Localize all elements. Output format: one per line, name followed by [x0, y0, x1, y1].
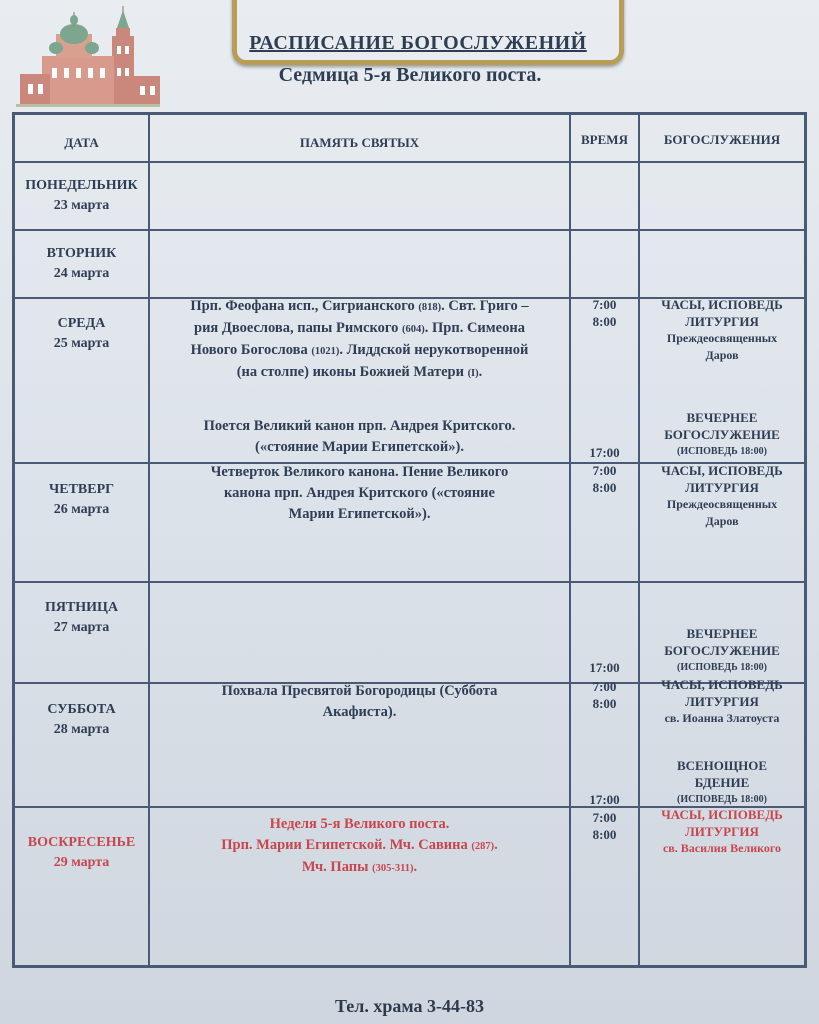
- day-wednesday: СРЕДА 25 марта: [53, 316, 110, 351]
- time-saturday: 7:00 8:00: [592, 679, 617, 711]
- time-wednesday: 7:00 8:00: [592, 297, 617, 329]
- time-saturday-evening: 17:00: [589, 792, 620, 807]
- day-saturday: СУББОТА 28 марта: [47, 702, 116, 737]
- services-saturday: ЧАСЫ, ИСПОВЕДЬ ЛИТУРГИЯ св. Иоанна Златоуста: [661, 677, 783, 725]
- services-sunday: ЧАСЫ, ИСПОВЕДЬ ЛИТУРГИЯ св. Василия Великого: [661, 807, 783, 855]
- day-tuesday: ВТОРНИК 24 марта: [46, 246, 117, 281]
- column-header-time: ВРЕМЯ: [581, 132, 628, 147]
- column-header-date: ДАТА: [64, 135, 99, 150]
- footer-phone: Тел. храма 3-44-83: [334, 996, 485, 1016]
- day-monday: ПОНЕДЕЛЬНИК 23 марта: [25, 178, 138, 213]
- services-saturday-evening: ВСЕНОЩНОЕ БДЕНИЕ (ИСПОВЕДЬ 18:00): [676, 758, 768, 805]
- services-wednesday-evening: ВЕЧЕРНЕЕ БОГОСЛУЖЕНИЕ (ИСПОВЕДЬ 18:00): [664, 410, 780, 457]
- column-header-memory: ПАМЯТЬ СВЯТЫХ: [299, 135, 420, 150]
- page-subtitle: Седмица 5-я Великого поста.: [278, 64, 542, 86]
- day-sunday: ВОСКРЕСЕНЬЕ 29 марта: [27, 835, 136, 870]
- services-friday: ВЕЧЕРНЕЕ БОГОСЛУЖЕНИЕ (ИСПОВЕДЬ 18:00): [664, 626, 780, 673]
- day-thursday: ЧЕТВЕРГ 26 марта: [48, 482, 115, 517]
- services-thursday: ЧАСЫ, ИСПОВЕДЬ ЛИТУРГИЯ Преждеосвященных Даров: [661, 463, 783, 528]
- memory-sunday: Неделя 5-я Великого поста. Прп. Марии Египетской. Мч. Савина (287). Мч. Папы (305-311).: [221, 816, 498, 875]
- memory-thursday: Четверток Великого канона. Пение Великого канона прп. Андрея Критского («стояние Марии Египетской»).: [210, 464, 509, 522]
- time-sunday: 7:00 8:00: [592, 810, 617, 842]
- time-thursday: 7:00 8:00: [592, 463, 617, 495]
- church-illustration: [12, 6, 162, 108]
- column-header-services: БОГОСЛУЖЕНИЯ: [663, 132, 781, 147]
- memory-wednesday: Прп. Феофана исп., Сигрианского (818). Свт. Григо – рия Двоеслова, папы Римского (604). Прп. Симеона Нового Богослова (1021). Лиддской нерукотворенной (на столпе) иконы Божией Матери (I).: [190, 298, 529, 380]
- memory-saturday: Похвала Пресвятой Богородицы (Суббота Акафиста).: [221, 683, 498, 720]
- time-friday: 17:00: [589, 660, 620, 675]
- services-wednesday: ЧАСЫ, ИСПОВЕДЬ ЛИТУРГИЯ Преждеосвященных Даров: [661, 297, 783, 362]
- day-friday: ПЯТНИЦА 27 марта: [44, 600, 119, 635]
- clipboard-clip: [232, 0, 624, 65]
- header: [0, 0, 819, 110]
- memory-wednesday-canon: Поется Великий канон прп. Андрея Критского. («стояние Марии Египетской»).: [203, 418, 516, 455]
- time-wednesday-evening: 17:00: [589, 445, 620, 460]
- page-title: РАСПИСАНИЕ БОГОСЛУЖЕНИЙ: [249, 32, 587, 54]
